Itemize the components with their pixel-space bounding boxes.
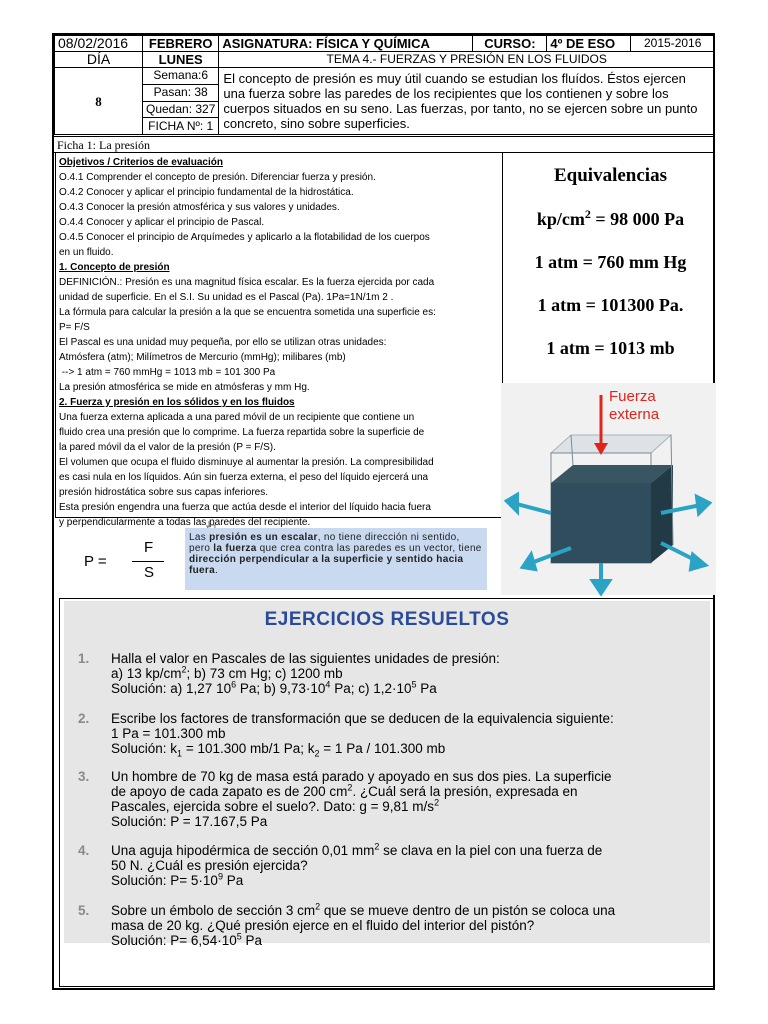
section1-line: La presión atmosférica se mide en atmósferas y mm Hg. xyxy=(59,382,310,393)
date: 08/02/2016 xyxy=(55,36,143,52)
school-year: 2015-2016 xyxy=(631,36,715,52)
cube-diagram xyxy=(501,383,716,595)
section1-line: --> 1 atm = 760 mmHg = 1013 mb = 101 300 Pa xyxy=(59,367,276,378)
objective-line: O.4.4 Conocer y aplicar el principio de Pascal. xyxy=(59,217,265,228)
week-count: Semana:6 xyxy=(143,68,219,85)
objectives-heading: Objetivos / Criterios de evaluación xyxy=(59,157,223,168)
solved-exercises-box xyxy=(59,598,714,987)
objective-line: O.4.2 Conocer y aplicar el principio fundamental de la hidrostática. xyxy=(59,187,354,198)
exercises-panel: EJERCICIOS RESUELTOS 1. Halla el valor en Pascales de las siguientes unidades de presión: a) 13 $kp/cm^2$; b) 73 cm Hg; c) 1200 mb Solución: a) 1,27 $10^6$ Pa; b) $9,73\cdot 10^4$ Pa; c) $1,2\cdot 10^5$ Pa 2. Escribe los factores de transformación que se deducen de la equivalencia siguiente: 1 Pa = 101.300 mb Solución: $k_1 = 101.300$ mb/1 Pa; $k_2 = 1$ Pa / 101.300 mb 3. Un hombre de 70 kg de masa está parado y apoyado en sus dos pies. La superficie de apoyo de cada zapato es de 200 $cm^2$. ¿Cuál será la presión, expresada en Pascales, ejercida sobre el suelo?. Dato: g = 9,81 $m/s^2$ Solución: P = 17.167,5 Pa 4. Una aguja hipodérmica de sección 0,01 $mm^2$ se clava en la piel con una fuerza de 50 N. ¿Cuál es presión ejercida? Solución: $P= 5\cdot 10^9$ Pa 5. Sobre un émbolo de sección 3 $cm^2$ que se mueve dentro de un pistón se coloca una masa de 20 kg. ¿Qué presión ejerce en el fluido del interior del pistón? Solución: $P= 6,54\cdot 10^5$ Pa xyxy=(64,601,710,943)
equivalence-mmhg: 1 atm = 760 mm Hg xyxy=(534,252,687,272)
objective-line: en un fluido. xyxy=(59,247,114,258)
fraction-bar xyxy=(132,561,164,562)
section2-line: Una fuerza externa aplicada a una pared móvil de un recipiente que contiene un xyxy=(59,412,415,423)
equivalence-kp: $kp/cm^2 = 98$ 000 Pa xyxy=(536,207,685,229)
equivalences-title: Equivalencias xyxy=(554,165,667,186)
force-label-line2: externa xyxy=(609,406,660,423)
objective-line: O.4.1 Comprender el concepto de presión. Diferenciar fuerza y presión. xyxy=(59,172,376,183)
section2-line: y perpendicularmente a todas las paredes del recipiente. xyxy=(59,517,311,528)
sheet-title: Ficha 1: La presión xyxy=(54,136,715,153)
section2-line: fluido crea una presión que lo comprime. La fuerza repartida sobre la superficie de xyxy=(59,427,425,438)
equivalence-pa: 1 atm = 101300 Pa. xyxy=(537,295,684,315)
sheet-number: FICHA Nº: 1 xyxy=(143,118,219,135)
intro-text: El concepto de presión es muy útil cuando se estudian los fluídos. Éstos ejercen una fuerza sobre las paredes de los recipientes que los contienen y sobre los cuerpos situados en su seno. Las fuerzas, por tanto, no se ejercen sobre un punto concreto, sino sobre superficies. xyxy=(219,68,715,135)
equivalence-mb: 1 atm = 1013 mb xyxy=(546,338,675,358)
section2-line: Esta presión engendra una fuerza que actúa desde el interior del líquido hacia fuera xyxy=(59,502,431,513)
day-label: DÍA xyxy=(55,52,143,68)
month: FEBRERO xyxy=(143,36,219,52)
section2-heading: 2. Fuerza y presión en los sólidos y en los fluidos xyxy=(59,397,295,408)
day-number: 8 xyxy=(55,68,143,135)
header-table xyxy=(54,35,715,135)
equivalences-panel xyxy=(506,153,715,383)
section2-line: presión hidrostática sobre sus capas inferiores. xyxy=(59,487,268,498)
formula-surface: S xyxy=(144,564,155,581)
formula-force: F xyxy=(144,539,154,556)
section1-line: Atmósfera (atm); Milímetros de Mercurio (mmHg); milibares (mb) xyxy=(59,352,346,363)
section2-line: la pared móvil da el valor de la presión (P = F/S). xyxy=(59,442,276,453)
section2-line: El volumen que ocupa el fluido disminuye al aumentar la presión. La compresibilidad xyxy=(59,457,434,468)
topic: TEMA 4.- FUERZAS Y PRESIÓN EN LOS FLUIDOS xyxy=(219,52,715,68)
course: 4º DE ESO xyxy=(547,36,631,52)
section1-line: La fórmula para calcular la presión a la que se encuentra sometida una superficie es: xyxy=(59,307,436,318)
section1-line: P= F/S xyxy=(59,322,90,333)
section1-heading: 1. Concepto de presión xyxy=(59,262,170,273)
theory-box xyxy=(55,152,503,528)
course-label: CURSO: xyxy=(473,36,547,52)
objective-line: O.4.5 Conocer el principio de Arquímedes y aplicarlo a la flotabilidad de los cuerpos xyxy=(59,232,430,243)
formula-p: P = xyxy=(84,553,107,570)
worksheet-page xyxy=(52,33,715,990)
section1-line: El Pascal es una unidad muy pequeña, por ello se utilizan otras unidades: xyxy=(59,337,387,348)
pressure-formula xyxy=(74,537,184,587)
scalar-note: Las presión es un escalar, no tiene dirección ni sentido, pero la fuerza que crea contra las paredes es un vector, tiene dirección perpendicular a la superficie y sentido hacia fuera. xyxy=(185,528,487,590)
objective-line: O.4.3 Conocer la presión atmosférica y sus valores y unidades. xyxy=(59,202,340,213)
weekday: LUNES xyxy=(143,52,219,68)
pressure-cube-illustration xyxy=(501,383,716,595)
section2-line: es casi nula en los líquidos. Aún sin fuerza externa, el peso del líquido ejercerá una xyxy=(59,472,429,483)
section1-line: DEFINICIÓN.: Presión es una magnitud física escalar. Es la fuerza ejercida por cada xyxy=(59,277,435,288)
days-passed: Pasan: 38 xyxy=(143,84,219,101)
force-label-line1: Fuerza xyxy=(609,388,656,405)
section1-line: unidad de superficie. En el S.I. Su unidad es el Pascal (Pa). 1Pa=1N/1m 2 . xyxy=(59,292,394,303)
days-remaining: Quedan: 327 xyxy=(143,101,219,118)
exercises-title: EJERCICIOS RESUELTOS xyxy=(264,609,510,630)
subject: ASIGNATURA: FÍSICA Y QUÍMICA xyxy=(219,36,473,52)
